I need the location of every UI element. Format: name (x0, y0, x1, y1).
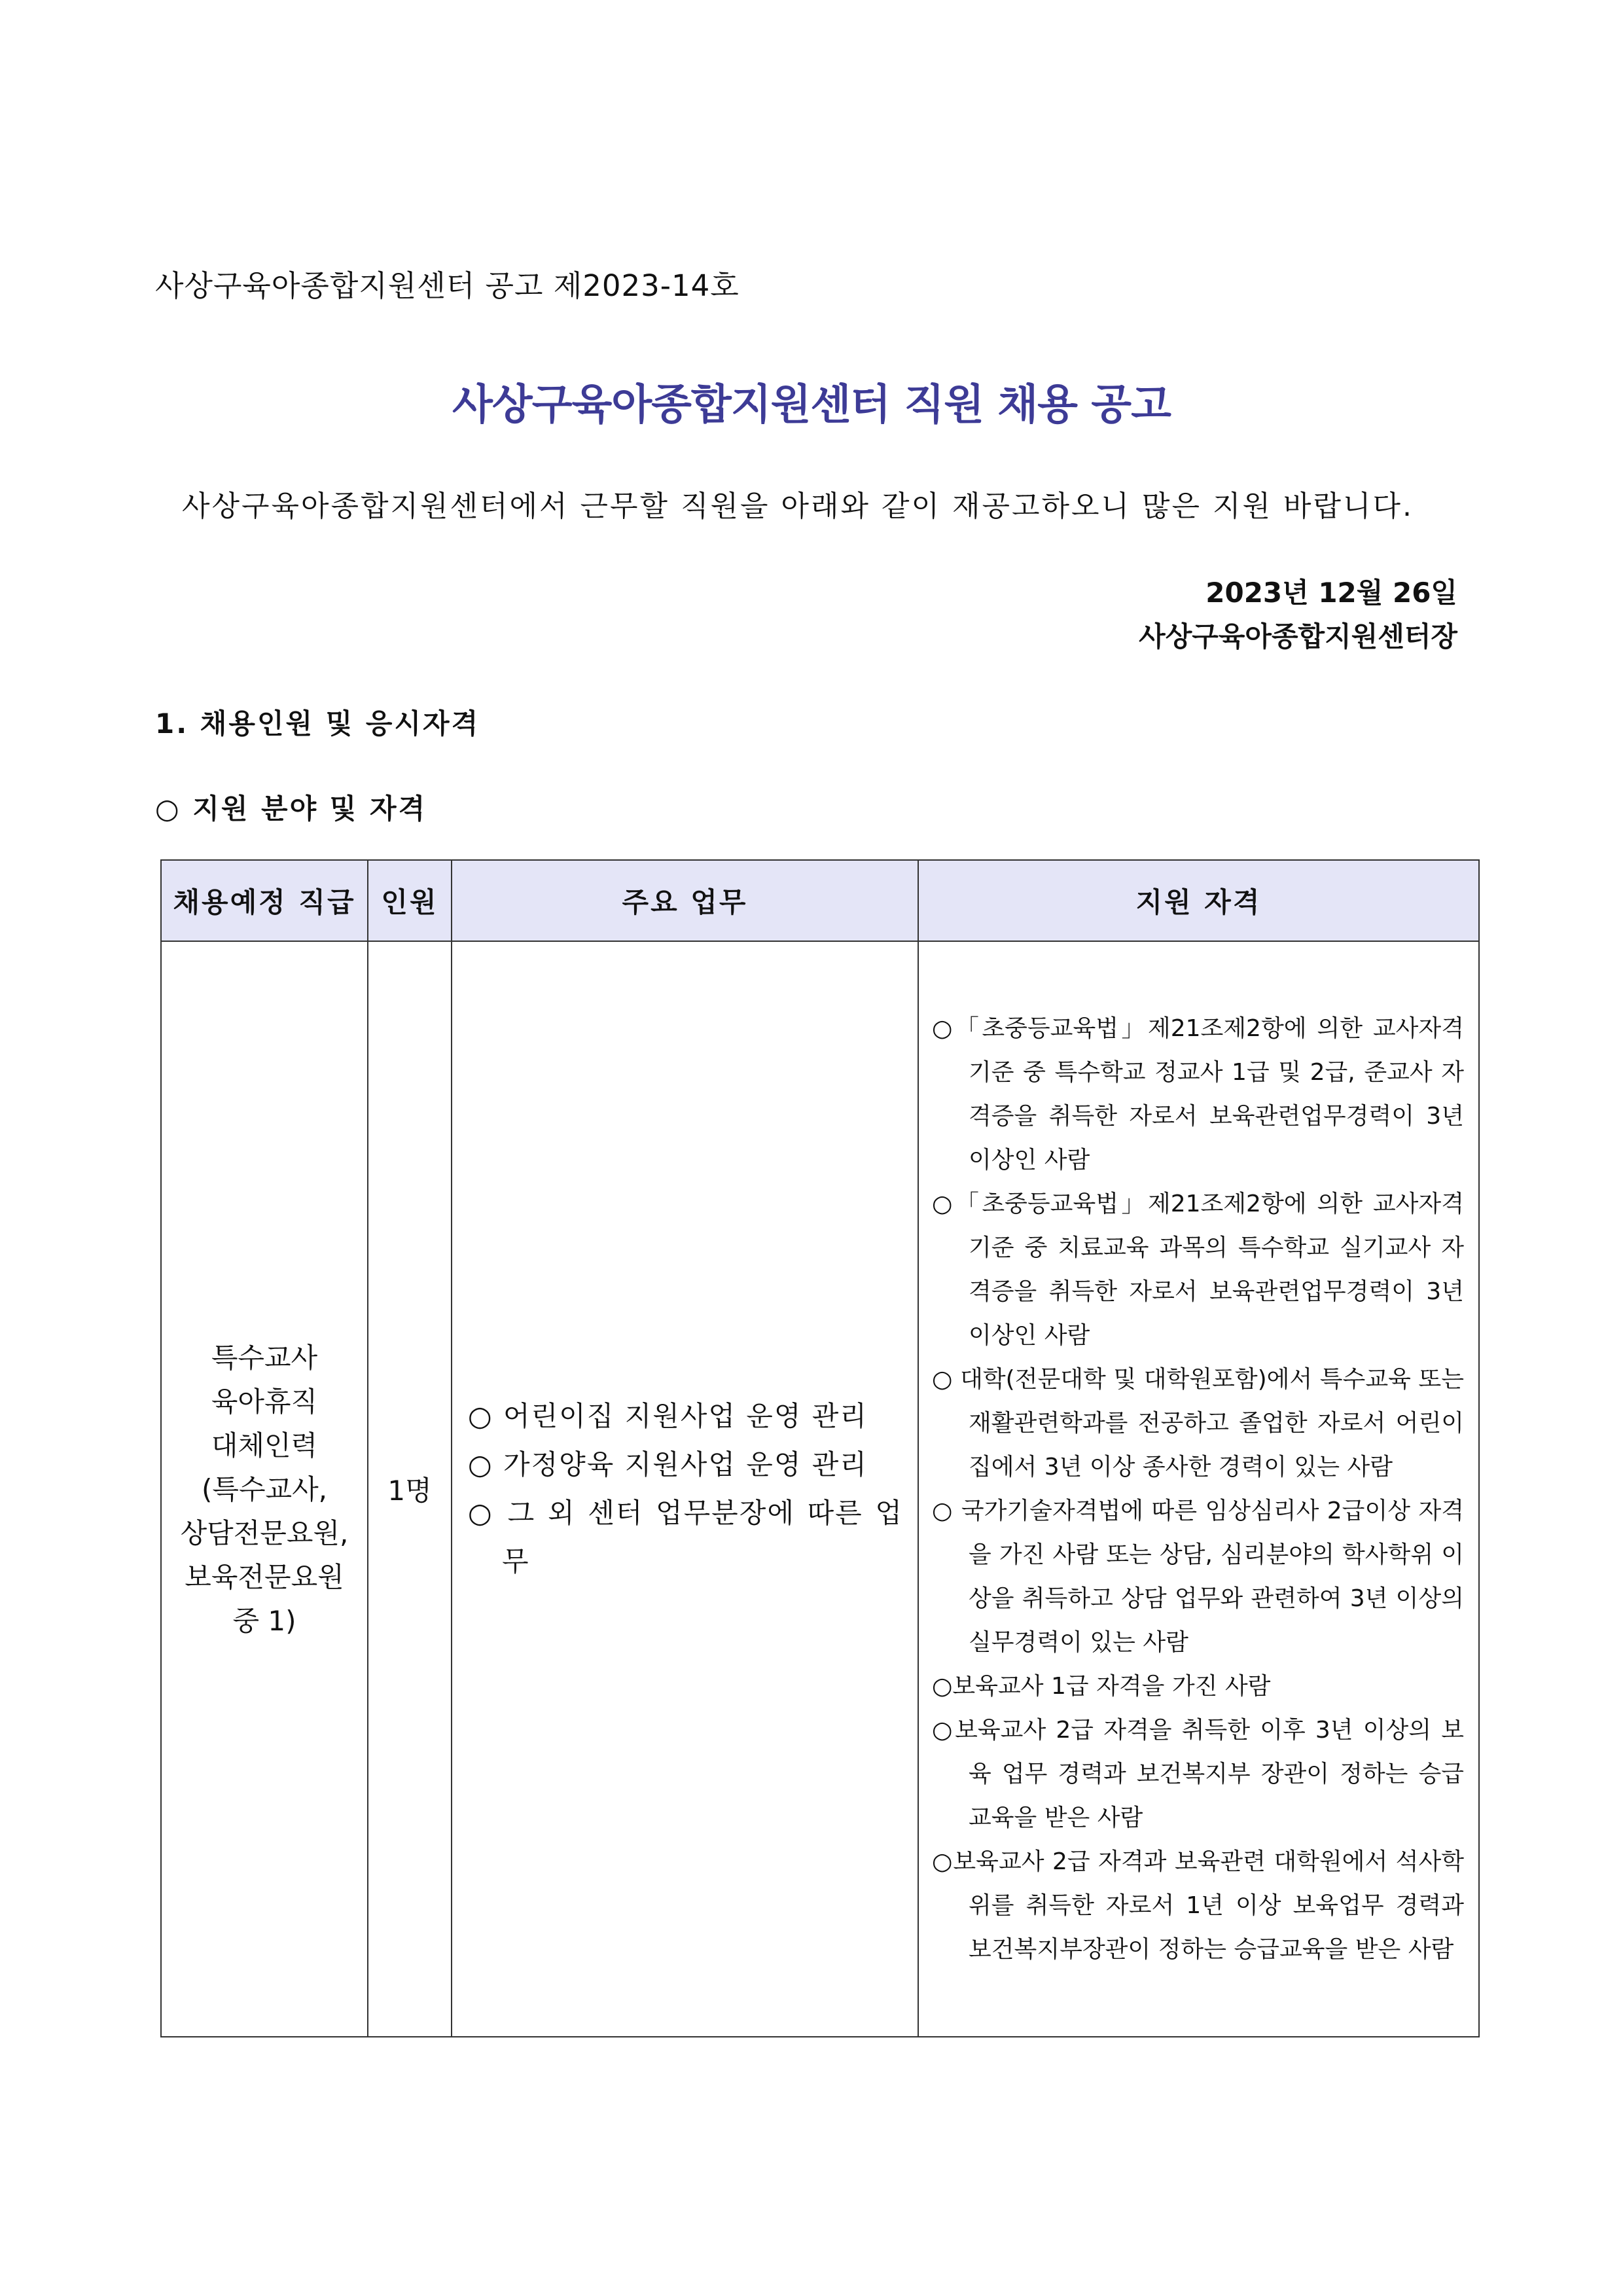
position-line: 중 1) (232, 1604, 296, 1637)
qualification-item: ○ 국가기술자격법에 따른 임상심리사 2급이상 자격을 가진 사람 또는 상담, 심리분야의 학사학위 이상을 취득하고 상담 업무와 관련하여 3년 이상의 실무경력이 있는 사람 (932, 1498, 1464, 1656)
header-duties: 주요 업무 (452, 860, 918, 941)
recruitment-table (160, 859, 1480, 2037)
subheading-fields-qualifications: ○ 지원 분야 및 자격 (155, 793, 427, 825)
page-title: 사상구육아종합지원센터 직원 채용 공고 (452, 381, 1171, 429)
qualification-item: ○ 대학(전문대학 및 대학원포함)에서 특수교육 또는 재활관련학과를 전공하고 졸업한 자로서 어린이집에서 3년 이상 종사한 경력이 있는 사람 (932, 1366, 1464, 1480)
header-count: 인원 (368, 860, 452, 941)
duty-item: ○ 그 외 센터 업무분장에 따른 업무 (468, 1497, 903, 1577)
position-line: 보육전문요원 (185, 1560, 344, 1593)
position-line: 상담전문요원, (180, 1516, 349, 1549)
qualifications-cell (918, 941, 1479, 2037)
qualification-item: ○「초중등교육법」제21조제2항에 의한 교사자격기준 중 치료교육 과목의 특수학교 실기교사 자격증을 취득한 자로서 보육관련업무경력이 3년 이상인 사람 (932, 1191, 1464, 1349)
table-row (161, 941, 1479, 2037)
document-number: 사상구육아종합지원센터 공고 제2023-14호 (155, 268, 740, 303)
duties-cell (452, 941, 918, 2037)
issuer-name: 사상구육아종합지원센터장 (1139, 620, 1457, 653)
announcement-date: 2023년 12월 26일 (1205, 577, 1457, 609)
position-line: 육아휴직 (211, 1385, 318, 1418)
position-line: 대체인력 (211, 1429, 318, 1462)
duty-item: ○ 어린이집 지원사업 운영 관리 (468, 1400, 868, 1432)
intro-text: 사상구육아종합지원센터에서 근무할 직원을 아래와 같이 재공고하오니 많은 지원 바랍니다. (182, 490, 1414, 523)
header-qualifications: 지원 자격 (918, 860, 1479, 941)
header-position: 채용예정 직급 (161, 860, 368, 941)
qualification-item: ○「초중등교육법」제21조제2항에 의한 교사자격기준 중 특수학교 정교사 1급 및 2급, 준교사 자격증을 취득한 자로서 보육관련업무경력이 3년 이상인 사람 (932, 1015, 1464, 1174)
qualification-item: ○보육교사 1급 자격을 가진 사람 (932, 1673, 1271, 1700)
qualification-item: ○보육교사 2급 자격과 보육관련 대학원에서 석사학위를 취득한 자로서 1년 이상 보육업무 경력과 보건복지부장관이 정하는 승급교육을 받은 사람 (932, 1848, 1464, 1963)
position-cell (161, 941, 368, 2037)
headcount-cell: 1명 (368, 941, 452, 2037)
qualification-item: ○보육교사 2급 자격을 취득한 이후 3년 이상의 보육 업무 경력과 보건복지부 장관이 정하는 승급교육을 받은 사람 (932, 1717, 1464, 1831)
duty-item: ○ 가정양육 지원사업 운영 관리 (468, 1448, 868, 1480)
section-heading-recruitment: 1. 채용인원 및 응시자격 (155, 708, 480, 740)
table-header-row (161, 860, 1479, 941)
position-line: 특수교사 (211, 1341, 318, 1374)
position-line: (특수교사, (201, 1473, 328, 1505)
